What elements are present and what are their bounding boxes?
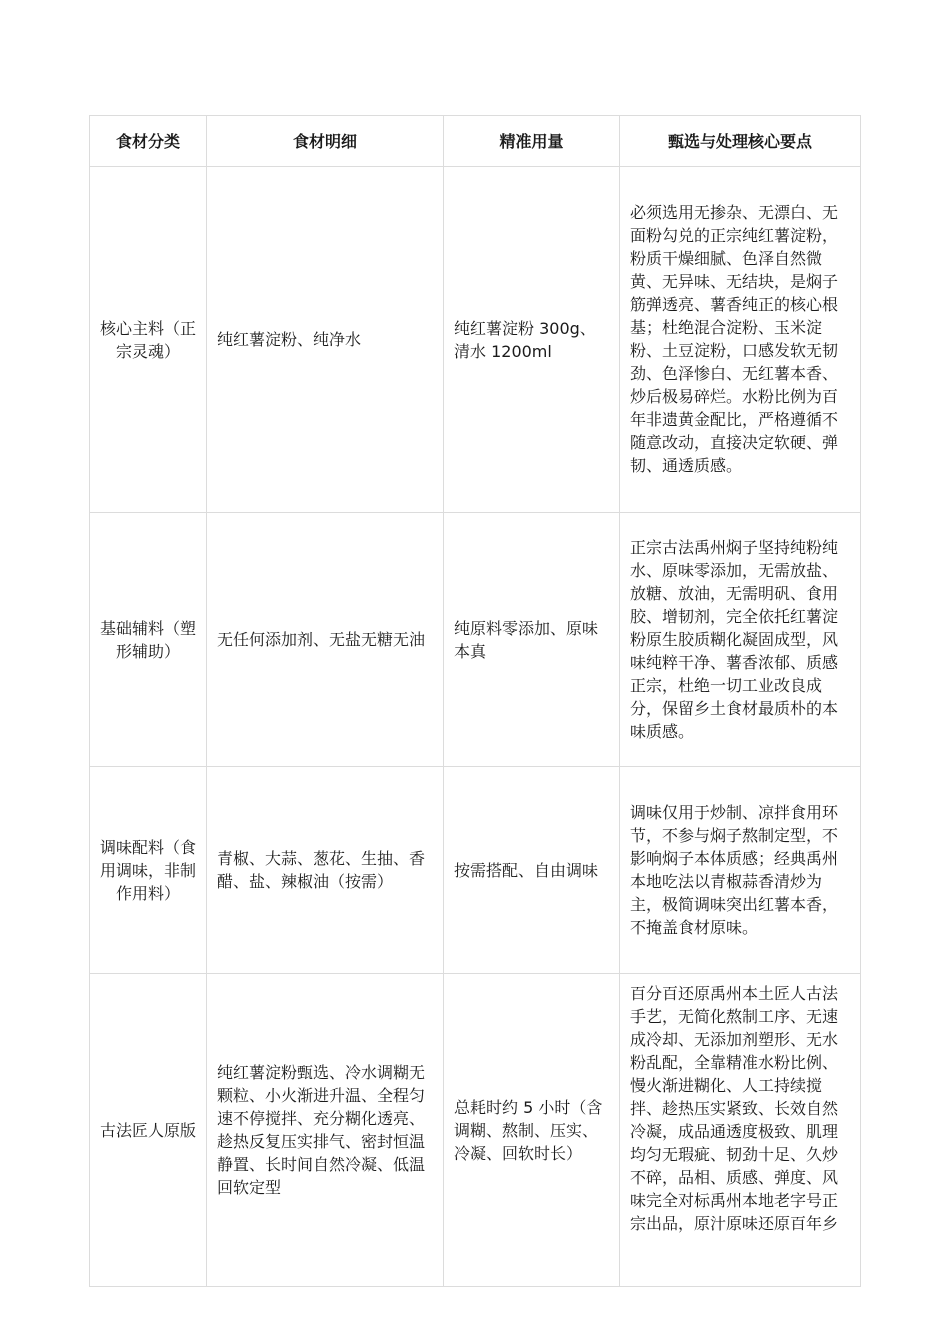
header-category: 食材分类 (90, 116, 207, 167)
cell-detail: 纯红薯淀粉、纯净水 (207, 167, 444, 513)
cell-category: 核心主料（正宗灵魂） (90, 167, 207, 513)
header-key-points: 甄选与处理核心要点 (620, 116, 861, 167)
table-row (90, 974, 861, 1287)
cell-key-points-continued (620, 974, 861, 1287)
cell-detail: 青椒、大蒜、葱花、生抽、香醋、盐、辣椒油（按需） (207, 767, 444, 974)
key-points-text: 百分百还原禹州本土匠人古法手艺，无简化熬制工序、无速成冷却、无添加剂塑形、无水粉乱配，全靠精准水粉比例、慢火渐进糊化、人工持续搅拌、趁热压实紧致、长效自然冷凝，成品通透度极致、肌理均匀无瑕疵、韧劲十足、久炒不碎，品相、质感、弹度、风味完全对标禹州本地老字号正宗出品，原汁原味还原百年乡 (630, 984, 839, 1233)
table-row (90, 767, 861, 974)
cell-amount: 按需搭配、自由调味 (444, 767, 620, 974)
cell-amount: 纯红薯淀粉 300g、清水 1200ml (444, 167, 620, 513)
cell-amount: 总耗时约 5 小时（含调糊、熬制、压实、冷凝、回软时长） (444, 974, 620, 1287)
cell-key-points: 调味仅用于炒制、凉拌食用环节，不参与焖子熬制定型，不影响焖子本体质感；经典禹州本地吃法以青椒蒜香清炒为主，极简调味突出红薯本香，不掩盖食材原味。 (620, 767, 861, 974)
cell-amount: 纯原料零添加、原味本真 (444, 513, 620, 767)
cell-key-points: 正宗古法禹州焖子坚持纯粉纯水、原味零添加，无需放盐、放糖、放油，无需明矾、食用胶、增韧剂，完全依托红薯淀粉原生胶质糊化凝固成型，风味纯粹干净、薯香浓郁、质感正宗，杜绝一切工业改良成分，保留乡土食材最质朴的本味质感。 (620, 513, 861, 767)
table-row (90, 513, 861, 767)
table-header-row (90, 116, 861, 167)
table-row (90, 167, 861, 513)
cell-detail: 纯红薯淀粉甄选、冷水调糊无颗粒、小火渐进升温、全程匀速不停搅拌、充分糊化透亮、趁热反复压实排气、密封恒温静置、长时间自然冷凝、低温回软定型 (207, 974, 444, 1287)
header-detail: 食材明细 (207, 116, 444, 167)
cell-key-points: 必须选用无掺杂、无漂白、无面粉勾兑的正宗纯红薯淀粉，粉质干燥细腻、色泽自然微黄、无异味、无结块，是焖子筋弹透亮、薯香纯正的核心根基；杜绝混合淀粉、玉米淀粉、土豆淀粉，口感发软无韧劲、色泽惨白、无红薯本香、炒后极易碎烂。水粉比例为百年非遗黄金配比，严格遵循不随意改动，直接决定软硬、弹韧、通透质感。 (620, 167, 861, 513)
header-amount: 精准用量 (444, 116, 620, 167)
cell-category: 调味配料（食用调味，非制作用料） (90, 767, 207, 974)
cell-category: 基础辅料（塑形辅助） (90, 513, 207, 767)
cell-category: 古法匠人原版 (90, 974, 207, 1287)
cell-detail: 无任何添加剂、无盐无糖无油 (207, 513, 444, 767)
ingredients-table (89, 115, 861, 1287)
